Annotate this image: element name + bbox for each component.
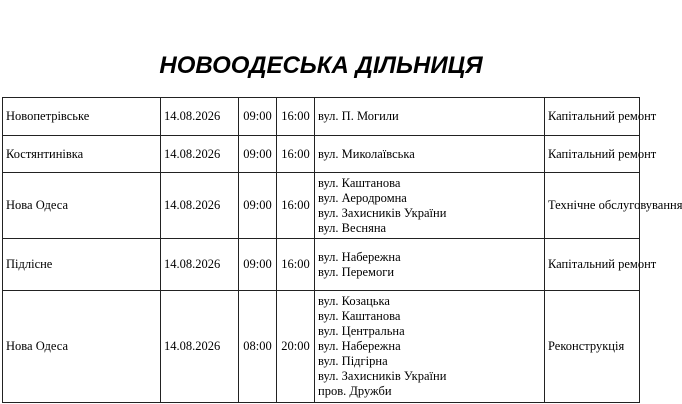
street-item: вул. Каштанова (318, 175, 401, 190)
end-time-cell: 20:00 (277, 291, 315, 403)
locality-cell: Підлісне (3, 239, 161, 291)
start-time-cell: 09:00 (239, 173, 277, 239)
street-item: вул. Аеродромна (318, 190, 407, 205)
street-item: вул. П. Могили (318, 109, 399, 123)
start-time-cell: 09:00 (239, 98, 277, 136)
locality-cell: Новопетрівське (3, 98, 161, 136)
work-type-cell: Капітальний ремонт (545, 98, 640, 136)
page-title: НОВООДЕСЬКА ДІЛЬНИЦЯ (159, 52, 483, 79)
street-item: вул. Козацька (318, 294, 390, 308)
locality-cell: Костянтинівка (3, 136, 161, 173)
street-item: вул. Перемоги (318, 264, 395, 279)
streets-cell (315, 291, 545, 403)
table-row (3, 98, 640, 136)
street-item: вул. Весняна (318, 220, 387, 235)
locality-cell: Нова Одеса (3, 291, 161, 403)
date-cell: 14.08.2026 (161, 291, 239, 403)
start-time-cell: 08:00 (239, 291, 277, 403)
streets-cell (315, 173, 545, 239)
table-row (3, 173, 640, 239)
street-item: вул. Набережна (318, 339, 401, 353)
end-time-cell: 16:00 (277, 173, 315, 239)
streets-cell (315, 136, 545, 173)
table-row (3, 291, 640, 403)
street-item: вул. Центральна (318, 324, 405, 338)
locality-cell: Нова Одеса (3, 173, 161, 239)
date-cell: 14.08.2026 (161, 239, 239, 291)
street-item: вул. Захисників України (318, 369, 447, 383)
streets-cell (315, 98, 545, 136)
end-time-cell: 16:00 (277, 239, 315, 291)
street-item: вул. Миколаївська (318, 146, 415, 161)
street-item: вул. Захисників України (318, 205, 447, 220)
work-type-cell: Реконструкція (545, 291, 640, 403)
work-type-cell: Технічне обслуговування (545, 173, 640, 239)
table-row (3, 136, 640, 173)
work-type-cell: Капітальний ремонт (545, 239, 640, 291)
outage-schedule-table (2, 97, 682, 403)
street-item: пров. Дружби (318, 384, 392, 398)
end-time-cell: 16:00 (277, 98, 315, 136)
street-item: вул. Підгірна (318, 354, 388, 368)
start-time-cell: 09:00 (239, 239, 277, 291)
date-cell: 14.08.2026 (161, 173, 239, 239)
street-item: вул. Каштанова (318, 309, 401, 323)
street-item: вул. Набережна (318, 249, 401, 264)
date-cell: 14.08.2026 (161, 98, 239, 136)
end-time-cell: 16:00 (277, 136, 315, 173)
date-cell: 14.08.2026 (161, 136, 239, 173)
work-type-cell: Капітальний ремонт (545, 136, 640, 173)
table-row (3, 239, 640, 291)
start-time-cell: 09:00 (239, 136, 277, 173)
streets-cell (315, 239, 545, 291)
